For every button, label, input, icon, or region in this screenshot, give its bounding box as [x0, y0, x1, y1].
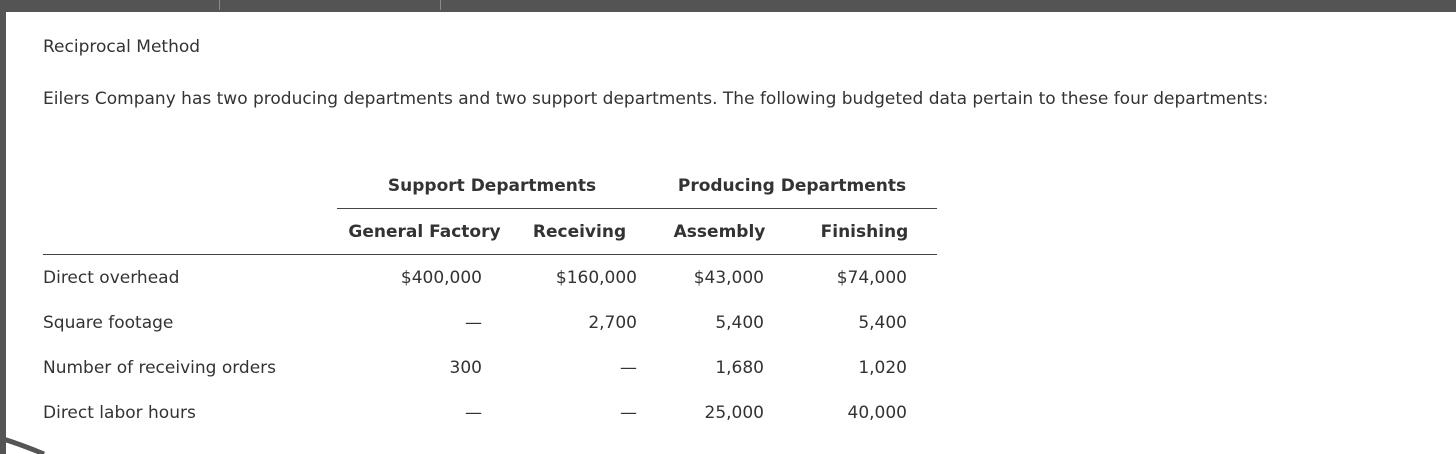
cell-value: 40,000	[847, 402, 907, 423]
cell-value: 300	[449, 357, 482, 378]
cell-value: $400,000	[400, 267, 482, 288]
column-header-general-factory: General Factory	[337, 209, 512, 255]
cell-value: 1,020	[858, 357, 907, 378]
blank-header-cell	[43, 163, 337, 209]
cell-value: —	[465, 312, 482, 333]
column-header-assembly: Assembly	[647, 209, 792, 255]
blank-header-cell	[43, 209, 337, 255]
page-title: Reciprocal Method	[43, 37, 201, 57]
producing-departments-header: Producing Departments	[647, 163, 937, 209]
cell-value: 25,000	[704, 402, 764, 423]
intro-paragraph: Eilers Company has two producing departments and two support departments. The following budgeted data pertain to these four departments:	[43, 89, 1269, 109]
group-header-row	[43, 163, 937, 209]
window-top-bar	[0, 0, 1456, 12]
row-label: Number of receiving orders	[43, 357, 277, 378]
cell-value: —	[465, 402, 482, 423]
cell-value: $74,000	[836, 267, 907, 288]
table-row	[43, 255, 937, 301]
tab-segment	[220, 0, 441, 10]
row-label: Square footage	[43, 312, 174, 333]
cell-value: —	[620, 357, 637, 378]
column-header-receiving: Receiving	[512, 209, 647, 255]
table-row	[43, 390, 937, 435]
department-data-table	[43, 163, 937, 435]
table-row	[43, 345, 937, 390]
column-header-row	[43, 209, 937, 255]
cell-value: $43,000	[693, 267, 764, 288]
table-row	[43, 300, 937, 345]
support-departments-header: Support Departments	[337, 163, 647, 209]
cell-value: 5,400	[858, 312, 907, 333]
tab-segment	[0, 0, 220, 10]
cell-value: $160,000	[555, 267, 637, 288]
cell-value: 2,700	[588, 312, 637, 333]
column-header-finishing: Finishing	[792, 209, 937, 255]
window-left-border	[0, 10, 6, 454]
row-label: Direct overhead	[43, 267, 180, 288]
cell-value: —	[620, 402, 637, 423]
row-label: Direct labor hours	[43, 402, 196, 423]
cell-value: 5,400	[715, 312, 764, 333]
cell-value: 1,680	[715, 357, 764, 378]
